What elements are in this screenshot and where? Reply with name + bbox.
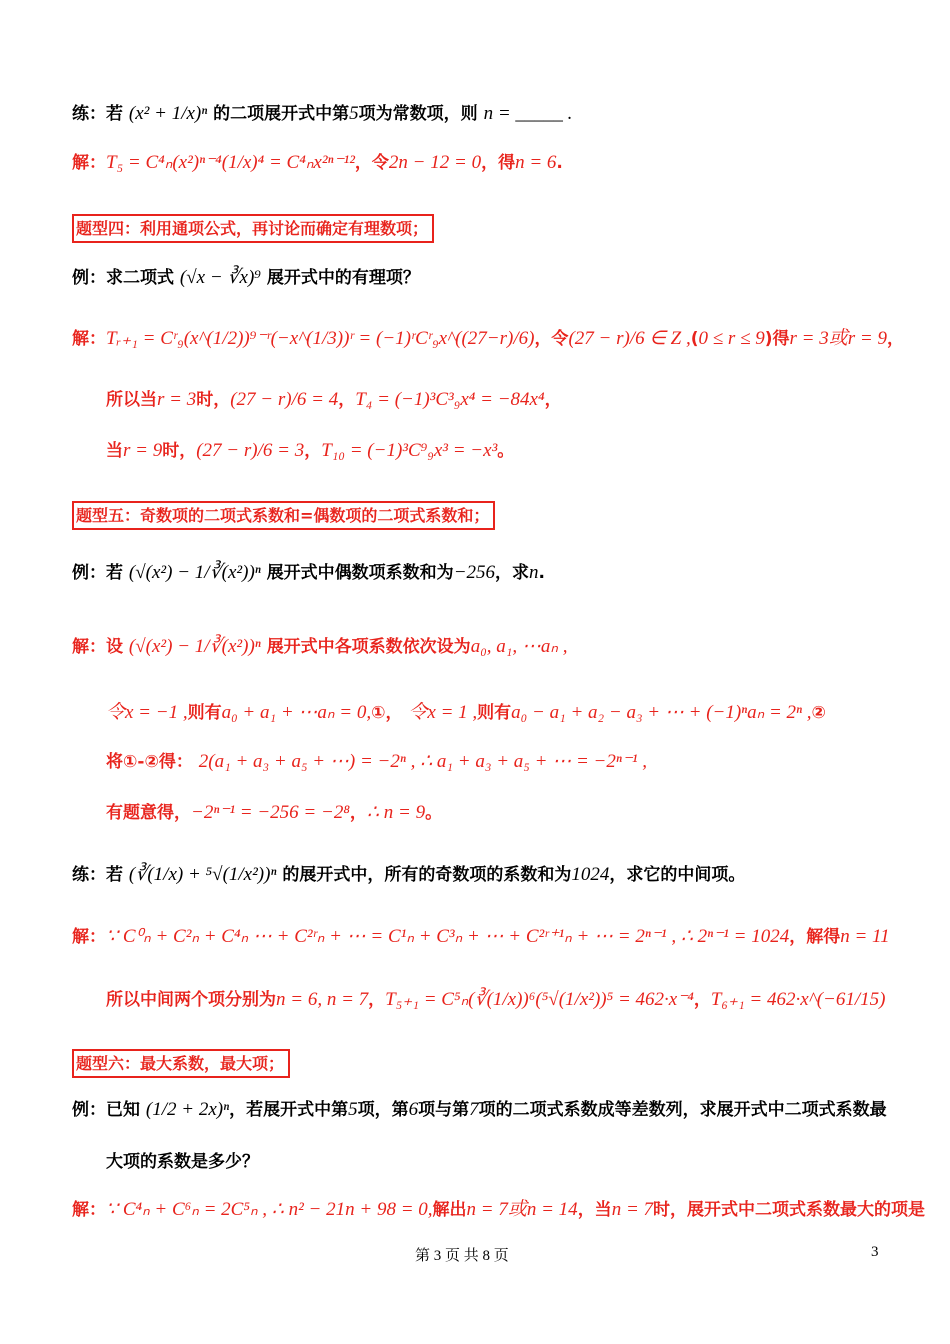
solution-5-line-4: 有题意得，−2ⁿ⁻¹ = −256 = −2⁸，∴ n = 9。 <box>106 802 443 823</box>
formula: (∛(1/x) + ⁵√(1/x²))ⁿ <box>128 864 277 885</box>
solution-5-line-1: 解：设 (√(x²) − 1/∛(x²))ⁿ 展开式中各项系数依次设为a₀, a₁, ⋯aₙ , <box>72 636 568 657</box>
example-6-line-1: 例：已知 (1/2 + 2x)ⁿ，若展开式中第5项，第6项与第7项的二项式系数成等差数列，求展开式中二项式系数最 <box>72 1099 887 1120</box>
example-6-line-2: 大项的系数是多少？ <box>106 1152 259 1172</box>
example-5: 例：若 (√(x²) − 1/∛(x²))ⁿ 展开式中偶数项系数和为−256，求n. <box>72 562 545 583</box>
solution-6: 解：∵ C⁴ₙ + C⁶ₙ = 2C⁵ₙ , ∴ n² − 21n + 98 = 0,解出n = 7或n = 14，当n = 7时，展开式中二项式系数最大的项是 <box>72 1199 926 1220</box>
practice-label: 练： <box>72 104 106 124</box>
solution-label: 解： <box>72 153 106 173</box>
practice-label: 练： <box>72 865 106 885</box>
formula: (1/2 + 2x)ⁿ <box>145 1099 230 1120</box>
solution-label: 解：设 <box>72 637 123 657</box>
formula: ∵ C⁴ₙ + C⁶ₙ = 2C⁵ₙ , ∴ n² − 21n + 98 = 0, <box>106 1199 433 1220</box>
solution-label: 解： <box>72 1200 106 1220</box>
solution-5-line-3: 将①-②得： 2(a₁ + a₃ + a₅ + ⋯) = −2ⁿ , ∴ a₁ + a₃ + a₅ + ⋯ = −2ⁿ⁻¹ , <box>106 751 648 772</box>
section-heading-4: 题型四：利用通项公式，再讨论而确定有理数项； <box>72 214 434 243</box>
solution-5b-line-2: 所以中间两个项分别为n = 6, n = 7，T₅₊₁ = C⁵ₙ(∛(1/x))⁶(⁵√(1/x²))⁵ = 462·x⁻⁴，T₆₊₁ = 462·x^(−61/15) <box>106 989 886 1010</box>
solution-5-line-2: 令x = −1 ,则有a₀ + a₁ + ⋯aₙ = 0,①， 令x = 1 ,则有a₀ − a₁ + a₂ − a₃ + ⋯ + (−1)ⁿaₙ = 2ⁿ ,② <box>106 702 826 723</box>
solution-label: 解： <box>72 927 106 947</box>
formula: ∵ C⁰ₙ + C²ₙ + C⁴ₙ ⋯ + C²ʳₙ + ⋯ = C¹ₙ + C³ₙ + ⋯ + C²ʳ⁺¹ₙ + ⋯ = 2ⁿ⁻¹ , ∴ 2ⁿ⁻¹ = 1024 <box>106 926 790 947</box>
practice-1: 练：若 (x² + 1/x)ⁿ 的二项展开式中第5项为常数项，则 n = _____ . <box>72 103 573 124</box>
example-label: 例： <box>72 563 106 583</box>
page-number: 3 <box>871 1244 879 1260</box>
formula: (√x − ∛x)⁹ <box>179 267 261 288</box>
section-heading-5: 题型五：奇数项的二项式系数和=偶数项的二项式系数和； <box>72 501 495 530</box>
page-footer: 第 3 页 共 8 页 <box>415 1248 509 1264</box>
section-heading-6: 题型六：最大系数，最大项； <box>72 1049 290 1078</box>
formula: (x² + 1/x)ⁿ <box>128 103 208 124</box>
example-4: 例：求二项式 (√x − ∛x)⁹ 展开式中的有理项？ <box>72 267 420 288</box>
example-label: 例： <box>72 1100 106 1120</box>
example-label: 例： <box>72 268 106 288</box>
solution-1: 解：T₅ = C⁴ₙ(x²)ⁿ⁻⁴(1/x)⁴ = C⁴ₙx²ⁿ⁻¹²，令2n − 12 = 0，得n = 6. <box>72 152 563 173</box>
solution-5b-line-1: 解：∵ C⁰ₙ + C²ₙ + C⁴ₙ ⋯ + C²ʳₙ + ⋯ = C¹ₙ + C³ₙ + ⋯ + C²ʳ⁺¹ₙ + ⋯ = 2ⁿ⁻¹ , ∴ 2ⁿ⁻¹ = 1024，解得n = 11 <box>72 926 890 947</box>
solution-4-line-2: 所以当r = 3时，(27 − r)/6 = 4，T₄ = (−1)³C³₉x⁴ = −84x⁴， <box>106 389 562 410</box>
formula: T₅ = C⁴ₙ(x²)ⁿ⁻⁴(1/x)⁴ = C⁴ₙx²ⁿ⁻¹² <box>106 152 355 173</box>
practice-5: 练：若 (∛(1/x) + ⁵√(1/x²))ⁿ 的展开式中，所有的奇数项的系数和为1024，求它的中间项。 <box>72 864 746 885</box>
solution-4-line-1: 解：Tᵣ₊₁ = Cʳ₉(x^(1/2))⁹⁻ʳ(−x^(1/3))ʳ = (−1)ʳCʳ₉x^((27−r)/6)，令(27 − r)/6 ∈ Z ,(0 ≤ r ≤ 9)得r = 3或r = 9， <box>72 328 904 349</box>
formula: (√(x²) − 1/∛(x²))ⁿ <box>128 636 261 657</box>
solution-4-line-3: 当r = 9时，(27 − r)/6 = 3，T₁₀ = (−1)³C⁹₉x³ = −x³。 <box>106 440 515 461</box>
formula: Tᵣ₊₁ = Cʳ₉(x^(1/2))⁹⁻ʳ(−x^(1/3))ʳ = (−1)ʳCʳ₉x^((27−r)/6) <box>106 328 535 349</box>
formula: (√(x²) − 1/∛(x²))ⁿ <box>128 562 261 583</box>
solution-label: 解： <box>72 329 106 349</box>
